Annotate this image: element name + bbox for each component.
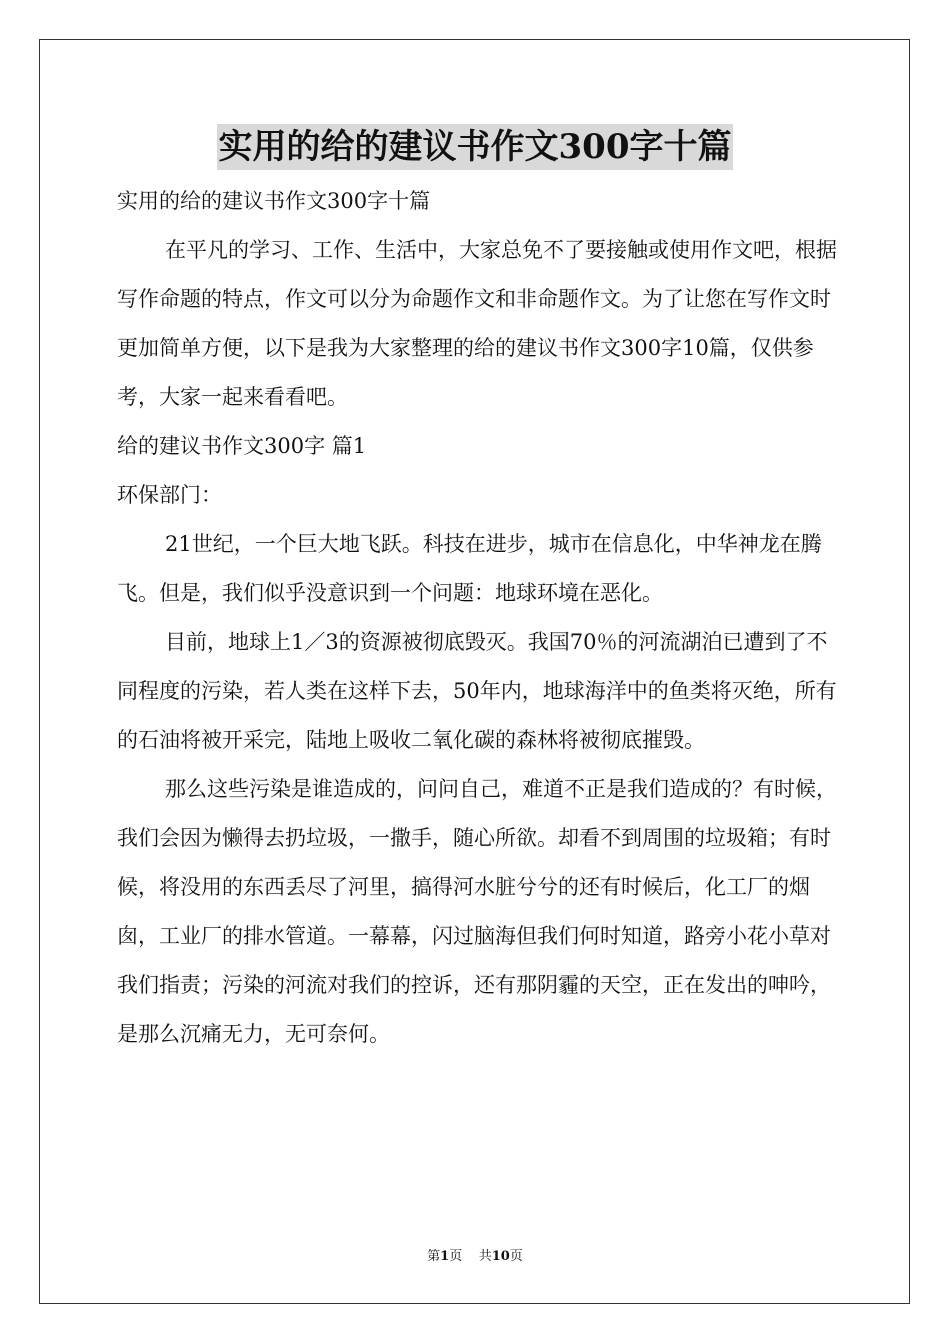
page-mid: 页 共: [449, 1249, 492, 1264]
page-suffix: 页: [509, 1249, 523, 1264]
document-title: 实用的给的建议书作文300字十篇: [217, 124, 734, 170]
intro-paragraph: 在平凡的学习、工作、生活中，大家总免不了要接触或使用作文吧，根据写作命题的特点，作文可以分为命题作文和非命题作文。为了让您在写作文时更加简单方便，以下是我为大家整理的给的建议书作文300字10篇，仅供参考，大家一起来看看吧。: [117, 238, 837, 409]
page-total: 10: [491, 1249, 510, 1264]
document-subtitle: 实用的给的建议书作文300字十篇: [117, 189, 431, 213]
title-wrapper: [0, 124, 950, 170]
body-paragraph: 目前，地球上1／3的资源被彻底毁灭。我国70％的河流湖泊已遭到了不同程度的污染，若人类在这样下去，50年内，地球海洋中的鱼类将灭绝，所有的石油将被开采完，陆地上吸收二氧化碳的森林将被彻底摧毁。: [117, 630, 837, 752]
page-current: 1: [440, 1249, 450, 1264]
page-prefix: 第: [427, 1249, 441, 1264]
document-body: [117, 177, 837, 1059]
section-heading: 给的建议书作文300字 篇1: [117, 434, 367, 458]
salutation: 环保部门：: [117, 483, 222, 507]
body-paragraph: 21世纪，一个巨大地飞跃。科技在进步，城市在信息化，中华神龙在腾飞。但是，我们似乎没意识到一个问题：地球环境在恶化。: [117, 532, 822, 605]
body-paragraph: 那么这些污染是谁造成的，问问自己，难道不正是我们造成的？有时候，我们会因为懒得去扔垃圾，一撒手，随心所欲。却看不到周围的垃圾箱；有时候，将没用的东西丢尽了河里，搞得河水脏兮兮的还有时候后，化工厂的烟囱，工业厂的排水管道。一幕幕，闪过脑海但我们何时知道，路旁小花小草对我们指责；污染的河流对我们的控诉，还有那阴霾的天空，正在发出的呻吟，是那么沉痛无力，无可奈何。: [117, 777, 837, 1046]
page-footer: [0, 1249, 950, 1265]
